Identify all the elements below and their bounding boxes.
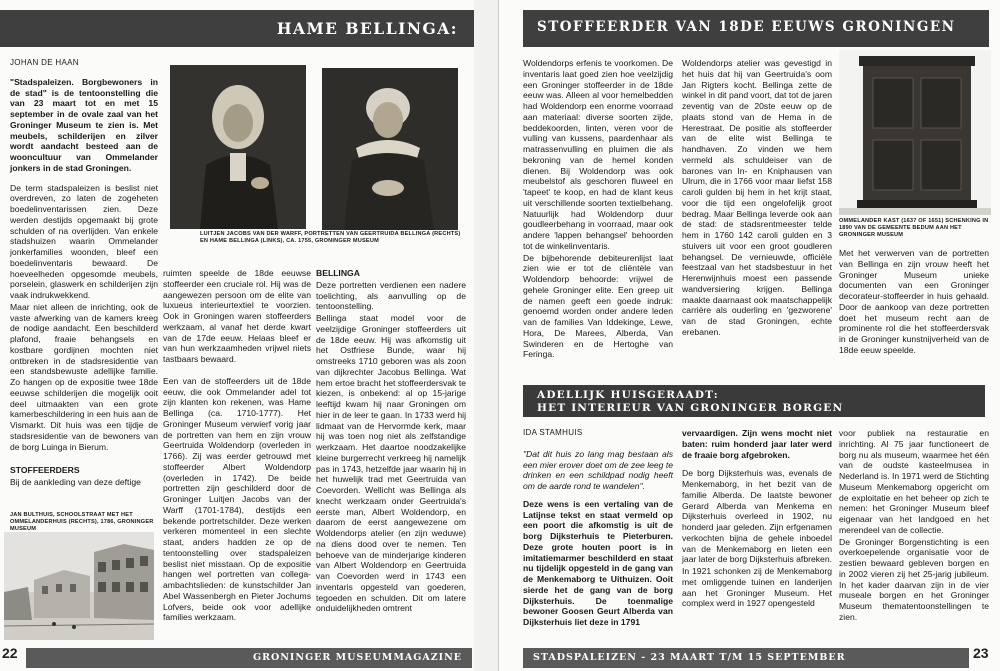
street-image xyxy=(4,532,154,640)
paragraph: Woldendorps atelier was gevestigd in het huis dat hij van Geertruida's oom Jan Rigters kocht. Bellinga zette de winkel in dit pand voort, dat tot de jaren zeventig van de 20ste eeuw op de plaats stond van de Hema in de Herestraat. De positie als stoffeerder van de elite wist Bellinga te handhaven. Zo vinden we hem vermeld als schuldeiser van de barones van In- en Kniphausen van Ulrum, die in 1766 voor maar liefst 158 caroli gulden bij hem in het krijt staat, voor die tijd een ongelofelijk groot bedrag. Maar Bellinga leverde ook aan de stad: de stadsrentmeester telde hem in 1760 142 caroli gulden en 3 stuivers uit voor een groot goudleren behangsel. De vernieuwde, officiële feestzaal van het stadsbestuur in het Herenwijnhuis moest een passende wandversiering krijgen. Bellinga maakte daarnaast ook maatschappelijk carrière als ouderling en 'gezworene' van de stad Groningen, echte erebanen. xyxy=(682,58,832,337)
left-footer-text: GRONINGER MUSEUMMAGAZINE xyxy=(252,652,462,663)
cabinet-caption: OMMELANDER KAST (1637 OF 1651) SCHENKING IN 1890 VAN DE GEMEENTE BEDUM AAN HET GRONINGER MUSEUM xyxy=(839,218,989,238)
paragraph: Een van de stoffeerders uit de 18de eeuw, die ook Ommelander adel tot zijn klanten kon rekenen, was Hame Bellinga (ca. 1710-1777). Het Groninger Museum verwierf vorig jaar de portretten van hem en zijn vrouw Geertruida Woldendorp (overleden in 1766). Zij was eerder getrouwd met stoffeerder Albert Woldendorp (overleden in 1742). De beide portretten zijn geschilderd door de Groninger Luitjen Jacobs van der Warff (1701-1784), destijds een bekende portretschilder. Deze werken verkeren momenteel in een slechte staat, anders hadden ze op de tentoonstelling over stadspaleizen beslist niet misstaan. Op de expositie hangen wel portretten van collega-ambachtslieden: de kunstschilder Jan Abel Wassenbergh en Pieter Jochums Lofvers, beide ook voor adellijke families werkzaam. xyxy=(163,375,311,623)
paragraph: Maar niet alleen de inrichting, ook de vaste afwerking van de kamers kreeg de nodige aandacht. Een beschilderd plafond, fraaie behangsels en kostbare gordijnen mochten niet ontbreken in de stadsresidentie van een standsbewuste adellijke familie. Zo hangen op de expositie twee 18de eeuwse schilderijen die mogelijk ooit deel uitmaakten van een grote kamerbeschildering in een huis aan de Vismarkt. Dit huis was een tijdje de stadsresidentie van de bewoners van de borg Luinga in Bierum. xyxy=(10,301,158,452)
right-column-1 xyxy=(523,58,673,380)
section2-column-1 xyxy=(523,428,673,642)
portrait-geertruida-bellinga xyxy=(322,68,458,230)
article-intro: "Stadspaleizen. Borgbewoners in de stad" is de tentoonstelling die van 23 maart tot en met 15 september in de ovale zaal van het Groninger Museum te zien is. Met meubels, schilderijen en zilver wordt aandacht besteed aan de wooncultuur van Ommelander jonkers in de stad Groningen. xyxy=(10,76,158,173)
left-column-2 xyxy=(163,268,311,640)
portrait-hame-bellinga xyxy=(170,65,306,229)
right-page xyxy=(498,0,1000,671)
paragraph: Bellinga staat model voor de veelzijdige Groninger stoffeerders uit de 18de eeuw. Hij was afkomstig uit het Ostfriese Bunde, waar hij omstreeks 1710 geboren was als zoon van dijkrechter Jacobus Bellinga. Wat hem ertoe bracht het stoffeerdersvak te kiezen, is onbekend: al op 15-jarige leeftijd kwam hij naar Groningen om hier in de leer te gaan. In 1733 werd hij lidmaat van de Hervormde kerk, maar hij was toen nog niet als zelfstandige werkzaam. Het daartoe noodzakelijke kleine burgerrecht verkreeg hij namelijk pas in 1743, hetzelfde jaar waarin hij in het huwelijk trad met Geertruida van Coevorden. Wellicht was Bellinga als knecht werkzaam onder Geertruida's eerste man, Albert Woldendorp, en daarom de eerst aangewezene om Woldendorps atelier (en zijn weduwe) na diens dood over te nemen. Ten behoeve van de minderjarige kinderen van Albert Woldendorp en Geertruida van Coevorden werd in 1743 een inventaris opgesteld van goederen, tegoeden en schulden. Dit om latere onduidelijkheden omtrent xyxy=(316,313,466,614)
section2-quote: "Dat dit huis zo lang mag bestaan als een mier erover doet om de zee leeg te drinken en een schildpad nodig heeft om de aarde rond te wandelen". xyxy=(523,448,674,491)
cabinet-image xyxy=(839,50,991,215)
paragraph: ruimten speelde de 18de eeuwse stoffeerder een cruciale rol. Hij was de aangewezen persoon om de elite van luxueus interieurtextiel te voorzien. Ook in Groningen waren stoffeerders werkzaam, al vanaf het derde kwart van de 17de eeuw. Helaas bleef er van hun werkzaamheden vrijwel niets tastbaars bewaard. xyxy=(163,268,311,364)
section2-intro: Deze wens is een vertaling van de Latijnse tekst en staat vermeld op een poort die afkomstig is uit de borg Dijksterhuis te Pieterburen. Deze grote houten poort is in imitatiemarmer beschilderd en staat nu tijdelijk opgesteld in de gang van de Menkemaborg te Uithuizen. Ooit sierde het de gang van de borg Dijksterhuis. De toenmalige bewoner Goosen Geurt Alberda van Dijksterhuis liet deze in 1791 xyxy=(523,498,673,627)
section2-title-line2: HET INTERIEUR VAN GRONINGER BORGEN xyxy=(537,402,844,414)
right-header-title: STOFFEERDER VAN 18DE EEUWS GRONINGEN xyxy=(537,19,956,35)
paragraph: Woldendorps erfenis te voorkomen. De inventaris laat goed zien hoe veelzijdig een Groninger stoffeerder in de 18de eeuw was. Alleen al voor hemelbedden had Woldendorp een enorme voorraad aan materiaal: diverse soorten zijde, beddekoorden, linten, veren voor de vulling van kussens, paardenhaar als matrassenvulling en pluimen die als bekroning van de hemel konden dienen. Bij Woldendorp was ook meubelstof als geschoren fluweel en 'tapeet' te koop, en had de klant keus uit verschillende soorten textielbehang. Natuurlijk had Woldendorp duur goudleerbehang in voorraad, maar ook andere 'lappen behangsel' behoorden tot de winkelinventaris. xyxy=(523,58,673,251)
paragraph: De borg Dijksterhuis was, evenals de Menkemaborg, in het bezit van de familie Alberda. De laatste bewoner Gerard Alberda van Menkema en Dijksterhuis overleed in 1902, nu honderd jaar geleden. Zijn erfgenamen verkochten bijna de gehele inboedel van de Menkemaborg en lieten een jaar later de borg Dijksterhuis afbreken. xyxy=(682,468,832,565)
paragraph: De bijbehorende debiteurenlijst laat zien wie er tot de cliëntèle van Woldendorp behoorde: vrijwel de gehele Groninger elite. Een greep uit de namen geeft een goede indruk: genoemd worden onder andere leden van de families Van Iddekinge, Lewe, Hora, De Marees, Alberda, Van Swinderen en de Hertoghe van Feringa. xyxy=(523,252,673,360)
right-footer-text: STADSPALEIZEN - 23 MAART T/M 15 SEPTEMBER xyxy=(533,652,846,663)
right-header-bar xyxy=(523,10,989,47)
article-author: JOHAN DE HAAN xyxy=(10,58,79,67)
section2-header-bar xyxy=(523,385,985,417)
left-header-bar xyxy=(0,10,474,47)
street-caption: JAN BULTHUIS, SCHOOLSTRAAT MET HET OMMELANDERHUIS (RECHTS), 1786, GRONINGER MUSEUM xyxy=(10,512,154,532)
right-column-3 xyxy=(839,248,989,378)
section2-col2-intro: vervaardigen. Zijn wens mocht niet baten: ruim honderd jaar later werd de fraaie borg afgebroken. xyxy=(682,428,832,460)
section2-title-line1: ADELLIJK HUISGERAADT: xyxy=(537,389,719,401)
page-gutter xyxy=(474,0,498,671)
page-number-left: 22 xyxy=(2,645,18,661)
left-column-1 xyxy=(10,58,158,498)
paragraph: De term stadspaleizen is beslist niet overdreven, zo laten de zogeheten boedelinventarissen zien. Deze werden destijds opgemaakt bij grote schulden of na overlijden. Van enkele stadshuizen waarin Ommelander jonkerfamilies woonden, bleef een boedelinventaris bewaard. De hoeveelheden opgesomde meubels, porselein, glaswerk en schilderijen zijn vaak indrukwekkend. xyxy=(10,182,158,300)
section2-column-3 xyxy=(839,428,989,642)
paragraph: In 1921 schonken zij de Menkemaborg met omliggende tuinen en landerijen aan het Groninger Museum. Het complex werd in 1927 opengesteld xyxy=(682,566,832,609)
paragraph: voor publiek na restauratie en inrichting. Al 75 jaar functioneert de borg nu als museum, waarmee het één van de oudste kasteelmusea in Nederland is. In 1971 werd de Stichting Museum Menkemaborg opgericht om de exploitatie en het beheer op zich te nemen: het Groninger Museum bleef eigenaar van het landgoed en het merendeel van de collectie. xyxy=(839,428,990,535)
left-page xyxy=(0,0,475,671)
section2-column-2 xyxy=(682,428,832,642)
paragraph: Met het verwerven van de portretten van Bellinga en zijn vrouw heeft het Groninger Museum unieke documenten van een Groninger decorateur-stoffeerder in huis gehaald. Door de aankoop van deze portretten doet het museum recht aan de prominente rol die het stoffeerdersvak in de Groninger kunstnijverheid van de 18de eeuw speelde. xyxy=(839,248,989,355)
right-footer-bar xyxy=(523,648,969,668)
paragraph: Bij de aankleding van deze deftige xyxy=(10,477,141,487)
left-header-title: HAME BELLINGA: xyxy=(276,19,458,38)
portrait-caption: LUITJEN JACOBS VAN DER WARFF, PORTRETTEN VAN GEERTRUIDA BELLINGA (RECHTS) EN HAME BELLINGA (LINKS), CA. 1755, GRONINGER MUSEUM xyxy=(200,231,461,244)
section2-author: IDA STAMHUIS xyxy=(523,428,583,437)
page-number-right: 23 xyxy=(973,645,989,661)
paragraph: Deze portretten verdienen een nadere toelichting, als aanvulling op de tentoonstelling. xyxy=(316,279,466,312)
subheading-stoffeerders: STOFFEERDERS xyxy=(10,465,80,476)
left-column-3 xyxy=(316,268,466,640)
paragraph: De Groninger Borgenstichting is een overkoepelende organisatie voor de zestien bewaard gebleven borgen en in 2002 vieren zij het 25-jarig jubileum. In het kader daarvan zijn in de vier museale borgen en het Groninger Museum thematentoonstellingen te zien. xyxy=(839,536,989,622)
right-column-2 xyxy=(682,58,832,380)
subheading-bellinga: BELLINGA xyxy=(316,268,360,278)
left-footer-bar xyxy=(26,648,472,668)
